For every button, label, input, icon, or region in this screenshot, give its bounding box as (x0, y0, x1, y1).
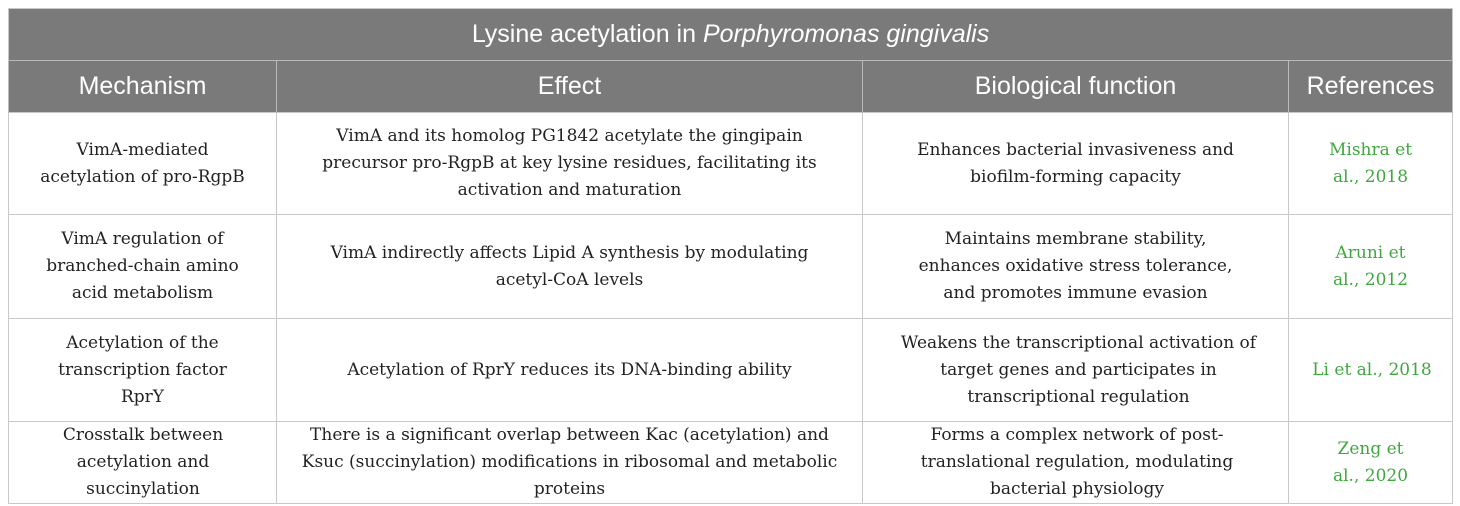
effect-cell (277, 319, 863, 422)
function-cell (863, 422, 1289, 504)
mechanism-text: VimA-mediated acetylation of pro-RgpB (40, 139, 245, 187)
effect-text: There is a significant overlap between Kac (acetylation) and Ksuc (succinylation) modifications in ribosomal and metabolic proteins (301, 425, 838, 499)
table-title-prefix: Lysine acetylation in (471, 20, 703, 48)
table-row (9, 422, 1453, 504)
function-cell (863, 113, 1289, 215)
table-row (9, 215, 1453, 319)
effect-text: VimA and its homolog PG1842 acetylate the gingipain precursor pro-RgpB at key lysine residues, facilitating its activation and maturation (322, 126, 817, 200)
table-title-species: Porphyromonas gingivalis (702, 20, 990, 48)
function-text: Enhances bacterial invasiveness and biofilm-forming capacity (917, 139, 1234, 187)
reference-cell[interactable] (1289, 422, 1453, 504)
function-text: Weakens the transcriptional activation of target genes and participates in transcriptional regulation (900, 332, 1257, 407)
effect-text: Acetylation of RprY reduces its DNA-binding ability (347, 359, 792, 380)
column-header-biological-function: Biological function (863, 61, 1289, 113)
acetylation-table-container (8, 8, 1452, 504)
column-header-effect: Effect (277, 61, 863, 113)
reference-link[interactable]: Mishra et al., 2018 (1328, 139, 1413, 187)
mechanism-cell (9, 113, 277, 215)
effect-cell (277, 422, 863, 504)
function-text: Forms a complex network of post-translational regulation, modulating bacterial physiology (920, 425, 1234, 499)
table-title (9, 9, 1453, 61)
column-header-mechanism: Mechanism (9, 61, 277, 113)
mechanism-text: Crosstalk between acetylation and succinylation (62, 425, 224, 499)
reference-cell[interactable] (1289, 215, 1453, 319)
acetylation-table (8, 8, 1453, 504)
mechanism-cell (9, 319, 277, 422)
table-row (9, 113, 1453, 215)
reference-link[interactable]: Zeng et al., 2020 (1332, 438, 1409, 486)
function-cell (863, 319, 1289, 422)
reference-cell[interactable] (1289, 113, 1453, 215)
table-row (9, 319, 1453, 422)
reference-cell[interactable] (1289, 319, 1453, 422)
mechanism-text: VimA regulation of branched-chain amino acid metabolism (46, 229, 239, 303)
table-header-row (9, 61, 1453, 113)
mechanism-cell (9, 422, 277, 504)
reference-link[interactable]: Li et al., 2018 (1312, 359, 1432, 380)
effect-text: VimA indirectly affects Lipid A synthesis by modulating acetyl-CoA levels (330, 242, 809, 290)
table-title-row (9, 9, 1453, 61)
function-cell (863, 215, 1289, 319)
mechanism-cell (9, 215, 277, 319)
mechanism-text: Acetylation of the transcription factor RprY (58, 332, 227, 407)
reference-link[interactable]: Aruni et al., 2012 (1332, 242, 1409, 290)
column-header-references: References (1289, 61, 1453, 113)
effect-cell (277, 113, 863, 215)
effect-cell (277, 215, 863, 319)
function-text: Maintains membrane stability, enhances oxidative stress tolerance, and promotes immune evasion (918, 229, 1233, 303)
